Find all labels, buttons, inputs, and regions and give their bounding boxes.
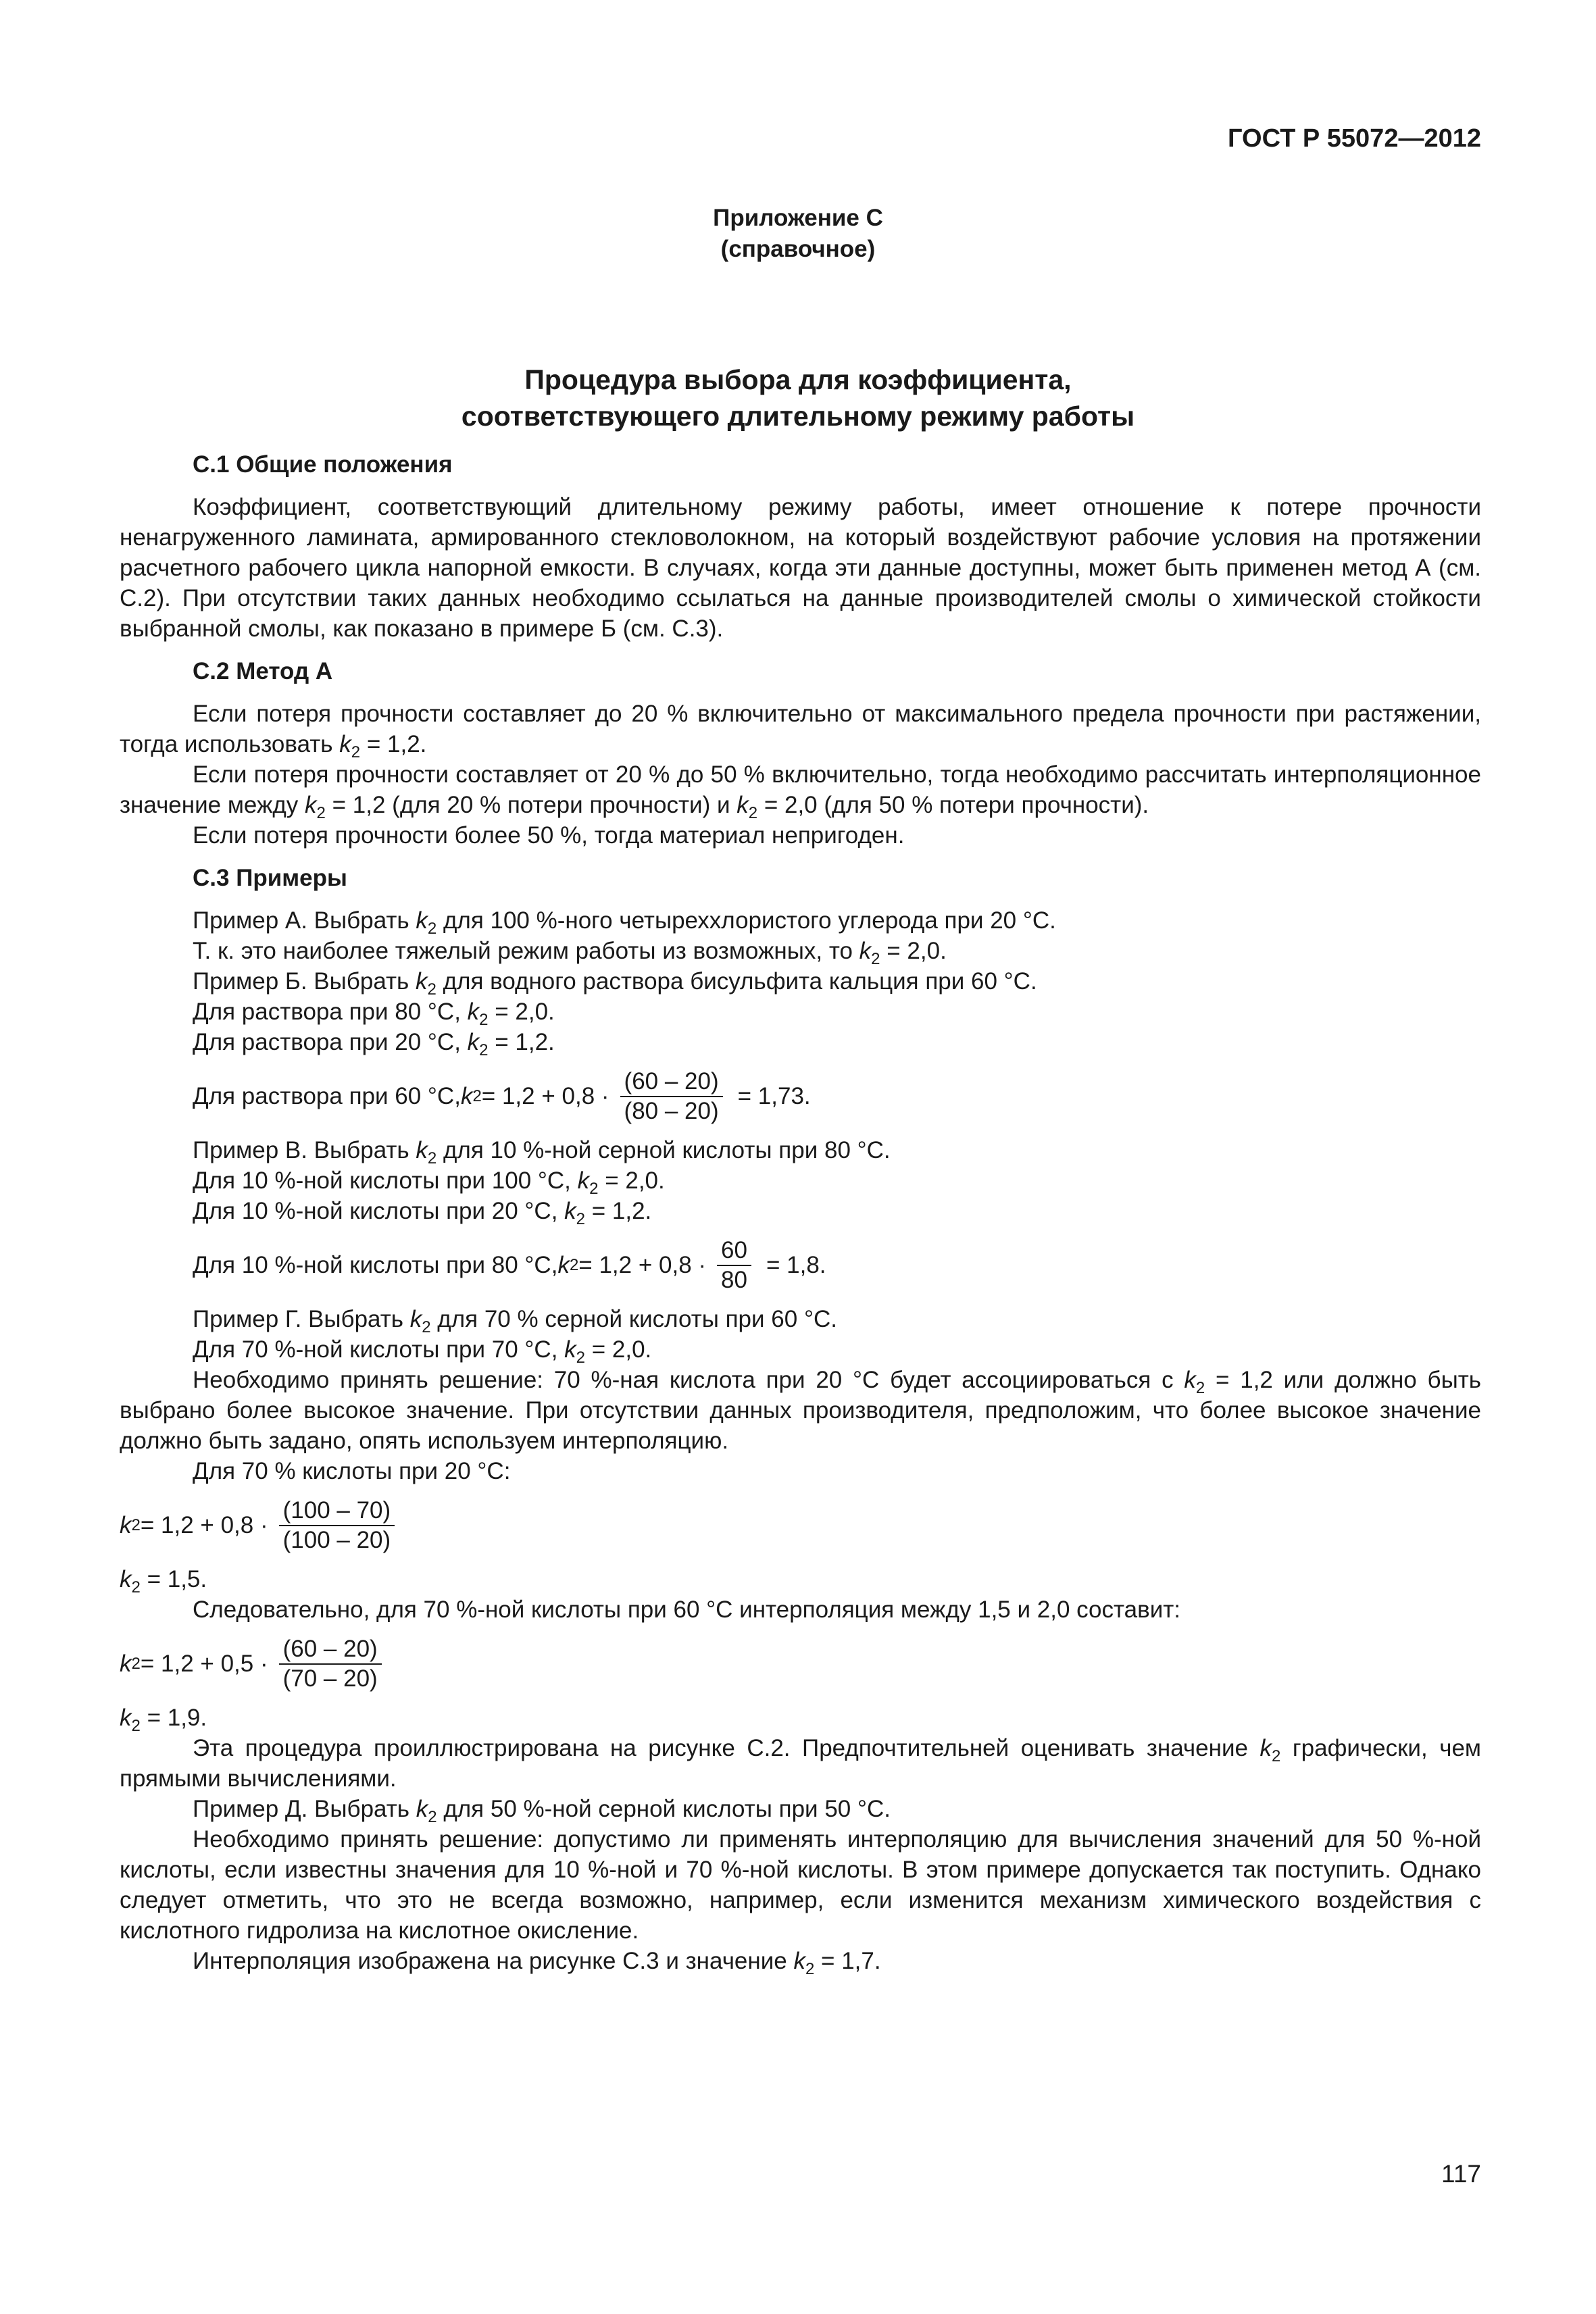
section-c2-paragraph-3: Если потеря прочности более 50 %, тогда материал непригоден. xyxy=(193,822,905,849)
section-c2-paragraph-2: Если потеря прочности составляет от 20 % до 50 % включительно, тогда необходимо рассчитать интерполяционное значение между $k_2 = 1,2$ (для 20 % потери прочности) и $k_2 = 2,0$ (для 50 % потери прочности). xyxy=(120,761,1481,822)
example-b: Пример Б. Выбрать $k_2$ для водного раствора бисульфита кальция при 60 °С. xyxy=(193,968,1037,999)
formula-3: k 2 = 1,2 + 0,8 · $\frac{(100 - 70)}{(100 - 20)}$ xyxy=(120,1486,1481,1564)
result-1: $k_2 = 1,5$. xyxy=(120,1566,207,1596)
formula-4: k 2 = 1,2 + 0,5 · $\frac{(60 - 20)}{(70 - 20)}$ xyxy=(120,1625,1481,1703)
example-a: Пример А. Выбрать $k_2$ для 100 %-ного четыреххлористого углерода при 20 °С. xyxy=(193,907,1056,938)
annex-heading xyxy=(0,203,1596,265)
example-d-line: Интерполяция изображена на рисунке С.3 и значение $k_2 = 1,7$. xyxy=(193,1948,881,1978)
example-g-line-1: Для 70 %-ной кислоты при 70 °С, $k_2 = 2,0$. xyxy=(193,1336,652,1367)
result-2: $k_2 = 1,9$. xyxy=(120,1705,207,1735)
formula-2: Для 10 %-ной кислоты при 80 °С, k 2 = 1,2 + 0,8 · $\frac{60}{80}$ = 1,8. xyxy=(193,1236,826,1293)
example-g-paragraph-2: Эта процедура проиллюстрирована на рисунке С.2. Предпочтительней оценивать значение $k_2$ графически, чем прямыми вычислениями. xyxy=(120,1735,1481,1792)
annex-title: Приложение С xyxy=(713,205,883,231)
document-title-line-2: соответствующего длительному режиму работы xyxy=(461,401,1135,432)
section-c2-paragraph-1: Если потеря прочности составляет до 20 % включительно от максимального предела прочности при растяжении, тогда использовать $k_2 = 1,2$. xyxy=(120,701,1481,761)
example-d: Пример Д. Выбрать $k_2$ для 50 %-ной серной кислоты при 50 °С. xyxy=(193,1796,891,1826)
section-c1-heading: С.1 Общие положения xyxy=(193,451,453,478)
fraction: $\frac{60}{80}$ xyxy=(717,1236,751,1294)
section-c2-heading: С.2 Метод А xyxy=(193,658,333,684)
standard-number: ГОСТ Р 55072—2012 xyxy=(1228,124,1481,153)
example-g-paragraph: Необходимо принять решение: 70 %-ная кислота при 20 °С будет ассоциироваться с $k_2 = 1,2$ или должно быть выбрано более высокое значение. При отсутствии данных производителя, предположим, что более высокое значение должно быть задано, опять используем интерполяцию. xyxy=(120,1367,1481,1454)
document-body xyxy=(120,449,1481,1976)
example-g-line-2: Для 70 % кислоты при 20 °С: xyxy=(193,1458,511,1484)
section-c1-paragraph: Коэффициент, соответствующий длительному режиму работы, имеет отношение к потере прочности ненагруженного ламината, армированного стекловолокном, на который воздействуют рабочие условия на протяжении расчетного рабочего цикла напорной емкости. В случаях, когда эти данные доступны, может быть применен метод А (см. С.2). При отсутствии таких данных необходимо ссылаться на данные производителей смолы о химической стойкости выбранной смолы, как показано в примере Б (см. С.3). xyxy=(120,494,1481,642)
fraction: $\frac{(100 - 70)}{(100 - 20)}$ xyxy=(279,1496,395,1555)
section-c3-heading: С.3 Примеры xyxy=(193,865,347,891)
example-g: Пример Г. Выбрать $k_2$ для 70 % серной кислоты при 60 °С. xyxy=(193,1306,837,1336)
example-g-line-3: Следовательно, для 70 %-ной кислоты при 60 °С интерполяция между 1,5 и 2,0 составит: xyxy=(193,1596,1181,1623)
fraction: $\frac{(60 - 20)}{(80 - 20)}$ xyxy=(620,1067,723,1126)
example-b-line-1: Для раствора при 80 °С, $k_2 = 2,0$. xyxy=(193,999,555,1029)
document-title xyxy=(0,361,1596,434)
example-a-line: Т. к. это наиболее тяжелый режим работы из возможных, то $k_2 = 2,0$. xyxy=(193,938,947,968)
example-v-line-2: Для 10 %-ной кислоты при 20 °С, $k_2 = 1,2$. xyxy=(193,1198,652,1228)
fraction: $\frac{(60 - 20)}{(70 - 20)}$ xyxy=(279,1635,382,1693)
formula-1: Для раствора при 60 °С, k 2 = 1,2 + 0,8 · $\frac{(60 - 20)}{(80 - 20)}$ = 1,73. xyxy=(193,1067,811,1124)
document-title-line-1: Процедура выбора для коэффициента, xyxy=(524,364,1072,395)
example-v: Пример В. Выбрать $k_2$ для 10 %-ной серной кислоты при 80 °С. xyxy=(193,1137,891,1167)
example-v-line-1: Для 10 %-ной кислоты при 100 °С, $k_2 = 2,0$. xyxy=(193,1167,665,1198)
example-d-paragraph: Необходимо принять решение: допустимо ли применять интерполяцию для вычисления значений для 50 %-ной кислоты, если известны значения для 10 %-ной и 70 %-ной кислоты. В этом примере допускается так поступить. Однако следует отметить, что это не всегда возможно, например, если изменится механизм химического воздействия с кислотного гидролиза на кислотное окисление. xyxy=(120,1826,1481,1944)
annex-type: (справочное) xyxy=(720,236,876,262)
example-b-line-2: Для раствора при 20 °С, $k_2 = 1,2$. xyxy=(193,1029,555,1059)
page-number: 117 xyxy=(1441,2160,1481,2188)
